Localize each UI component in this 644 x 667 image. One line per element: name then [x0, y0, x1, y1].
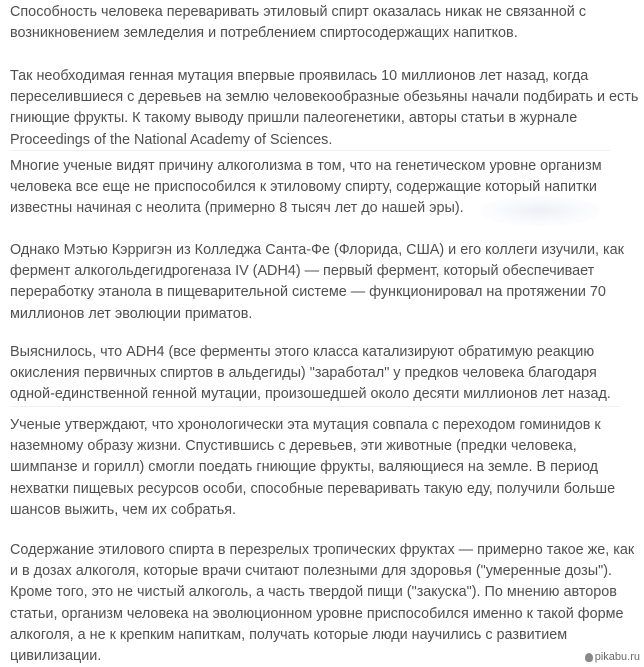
paragraph-7: Содержание этилового спирта в перезрелых тропических фруктах — примерно такое же, как и в дозах алкоголя, которые врачи считают полезными для здоровья ("умеренные дозы"). Кроме того, это не чистый алкоголь, а часть твердой пищи ("закуска"). По мнению авторов статьи, организм человека на эволюционном уровне приспособился именно к такой форме алкоголя, а не к крепким напиткам, получать которые люди научились с развитием цивилизации. — [10, 542, 635, 665]
paragraph-1: Способность человека переваривать этиловый спирт оказалась никак не связанной с возникновением земледелия и потреблением спиртосодержащих напитков. — [10, 4, 587, 42]
image-seam-divider — [10, 150, 610, 151]
paragraph-6: Ученые утверждают, что хронологически эта мутация совпала с переходом гоминидов к наземному образу жизни. Спустившись с деревьев, эти животные (предки человека, шимпанзе и горилл) смогли поедать гниющие фрукты, валяющиеся на земле. В период нехватки пищевых ресурсов особи, способные переваривать такую еду, получили больше шансов выжить, чем их собратья. — [10, 417, 616, 518]
paragraph-3: Многие ученые видят причину алкоголизма в том, что на генетическом уровне организм человека все еще не приспособился к этиловому спирту, содержащие который напитки известны начиная с неолита (примерно 8 тысяч лет до нашей эры). — [10, 158, 602, 217]
pikabu-watermark — [585, 651, 640, 663]
paragraph-2: Так необходимая генная мутация впервые проявилась 10 миллионов лет назад, когда переселившиеся с деревьев на землю человекообразные обезьяны начали подбирать и есть гниющие фрукты. К такому выводу пришли палеогенетики, авторы статьи в журнале Proceedings of the National Academy of Sciences. — [10, 68, 639, 148]
paragraph-5: Выяснилось, что ADH4 (все ферменты этого класса катализируют обратимую реакцию окисления первичных спиртов в альдегиды) "заработал" у предков человека благодаря одной-единственной генной мутации, произошедшей около десяти миллионов лет назад. — [10, 344, 611, 403]
paragraph-4: Однако Мэтью Кэрригэн из Колледжа Санта-Фе (Флорида, США) и его коллеги изучили, как фермент алкогольдегидрогеназа IV (ADH4) — первый фермент, который обеспечивает переработку этанола в пищеварительной системе — функционировал на протяжении 70 миллионов лет эволюции приматов. — [10, 242, 624, 322]
pikabu-logo-icon — [585, 653, 593, 662]
image-seam-divider — [10, 406, 620, 407]
watermark-text: pikabu.ru — [594, 651, 640, 663]
compression-smudge — [480, 196, 600, 226]
